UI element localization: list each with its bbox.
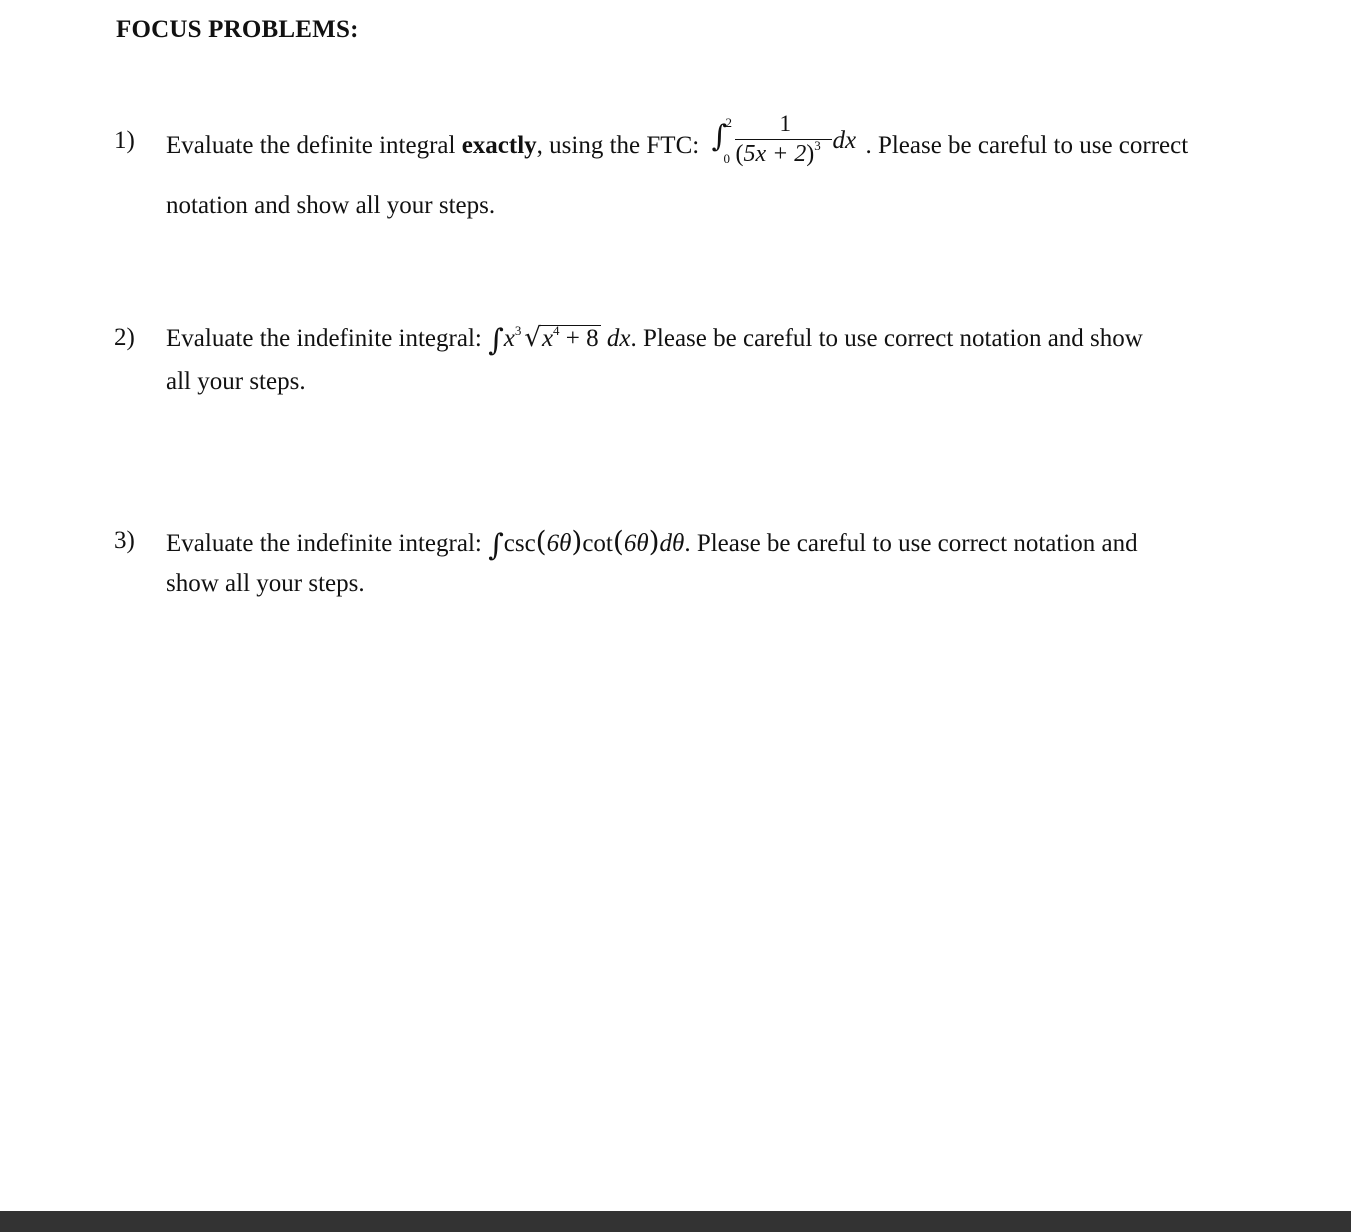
factor-power: 3 <box>514 323 522 338</box>
bottom-bar <box>0 1211 1351 1232</box>
factor-variable: x <box>503 325 515 352</box>
page-heading: FOCUS PROBLEMS: <box>116 16 359 43</box>
left-paren-icon: ( <box>535 525 547 558</box>
radicand-power: 4 <box>553 323 560 338</box>
right-paren-icon: ) <box>648 525 660 558</box>
lower-limit: 0 <box>723 151 730 166</box>
radicand <box>540 325 601 351</box>
problem-number: 1) <box>114 127 135 154</box>
denominator-power: 3 <box>814 138 821 153</box>
differential: dx <box>606 325 631 352</box>
denominator-base: 5x + 2 <box>743 141 807 167</box>
integral-sign: ∫ <box>488 528 504 563</box>
problem-number: 2) <box>114 324 135 351</box>
emphasis-text: exactly <box>461 132 537 159</box>
problem-3-line-1 <box>166 525 1138 563</box>
problem-3-line-2: show all your steps. <box>166 570 365 597</box>
problem-text: Evaluate the indefinite integral: <box>166 325 489 352</box>
indefinite-integral-expression <box>488 323 631 358</box>
right-paren-icon: ) <box>571 525 583 558</box>
argument-2: 6θ <box>623 530 649 557</box>
function-csc: csc <box>503 530 536 557</box>
fraction-denominator <box>735 138 821 167</box>
indefinite-integral-expression <box>488 525 685 563</box>
problem-text: . Please be careful to use correct notation and show <box>630 325 1143 352</box>
square-root-icon: √ <box>524 323 541 353</box>
argument-1: 6θ <box>546 530 572 557</box>
differential: dθ <box>659 530 685 557</box>
problem-text: . Please be careful to use correct notation and <box>684 530 1138 557</box>
radicand-constant: + 8 <box>565 325 599 352</box>
differential: dx <box>832 127 857 154</box>
function-cot: cot <box>582 530 613 557</box>
problem-text: , using the FTC: <box>536 132 706 159</box>
left-paren-icon: ( <box>735 141 744 167</box>
problem-text: . Please be careful to use correct <box>865 132 1189 159</box>
upper-limit: 2 <box>725 115 732 130</box>
fraction-numerator: 1 <box>779 111 791 136</box>
integral-sign: ∫ <box>711 119 728 154</box>
problem-1-line-1 <box>166 111 1189 167</box>
definite-integral-expression <box>705 111 865 167</box>
integral-sign: ∫ <box>488 323 504 358</box>
problem-number: 3) <box>114 527 135 554</box>
left-paren-icon: ( <box>612 525 624 558</box>
right-paren-icon: ) <box>806 141 815 167</box>
problem-1-line-2: notation and show all your steps. <box>166 192 496 219</box>
problem-text: Evaluate the indefinite integral: <box>166 530 489 557</box>
problem-2-line-2: all your steps. <box>166 368 306 395</box>
problem-text: Evaluate the definite integral <box>166 132 462 159</box>
radicand-variable: x <box>541 325 554 352</box>
problem-2-line-1 <box>166 325 1143 356</box>
